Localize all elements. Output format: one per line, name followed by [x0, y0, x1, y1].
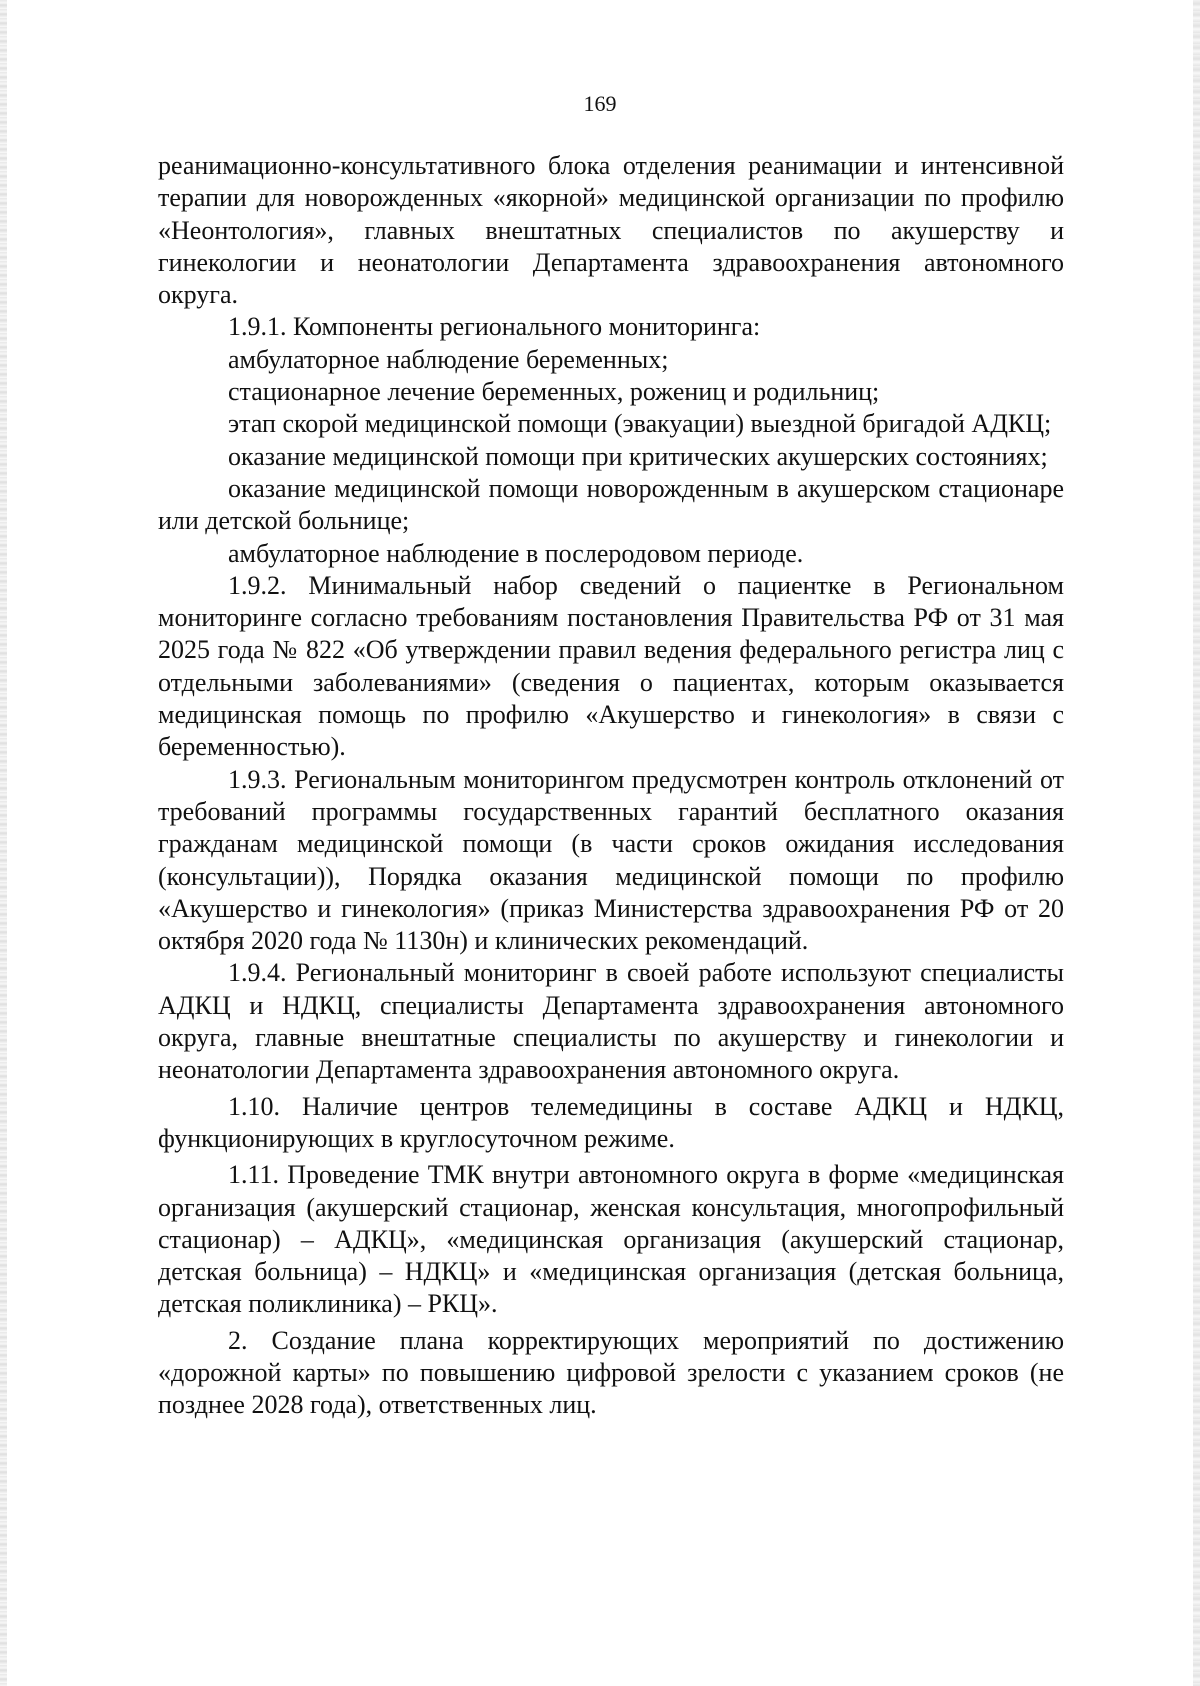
- paragraph-2: 2. Создание плана корректирующих мероприятий по достижению «дорожной карты» по повышению цифровой зрелости с указанием сроков (не позднее 2028 года), ответственных лиц.: [158, 1325, 1064, 1420]
- paragraph-1-9-1: 1.9.1. Компоненты регионального мониторинга:: [228, 312, 761, 342]
- paragraph-1-9-4: 1.9.4. Региональный мониторинг в своей работе используют специалисты АДКЦ и НДКЦ, специалисты Департамента здравоохранения автономного округа, главные внештатные специалисты по акушерству и гинекологии и неонатологии Департамента здравоохранения автономного округа.: [158, 958, 1064, 1085]
- page-number: 169: [583, 91, 617, 116]
- list-item-evacuation: этап скорой медицинской помощи (эвакуации) выездной бригадой АДКЦ;: [228, 409, 1052, 439]
- scan-edge-left: [0, 0, 7, 1686]
- list-item-antenatal: амбулаторное наблюдение беременных;: [228, 344, 669, 374]
- list-item-newborn-care: оказание медицинской помощи новорожденным в акушерском стационаре или детской больнице;: [158, 473, 1064, 536]
- list-item-critical-care: оказание медицинской помощи при критических акушерских состояниях;: [228, 441, 1048, 471]
- paragraph-1-9-2: 1.9.2. Минимальный набор сведений о пациентке в Региональном мониторинге согласно требованиям постановления Правительства РФ от 31 мая 2025 года № 822 «Об утверждении правил ведения федерального регистра лиц с отдельными заболеваниями» (сведения о пациентах, которым оказывается медицинская помощь по профилю «Акушерство и гинекология» в связи с беременностью).: [158, 570, 1064, 762]
- paragraph-1-10: 1.10. Наличие центров телемедицины в составе АДКЦ и НДКЦ, функционирующих в круглосуточном режиме.: [158, 1091, 1064, 1153]
- document-body: [158, 150, 1064, 1422]
- list-item-postpartum: амбулаторное наблюдение в послеродовом периоде.: [228, 538, 804, 568]
- scan-edge-right: [1193, 0, 1200, 1686]
- list-item-inpatient: стационарное лечение беременных, рожениц и родильниц;: [228, 377, 880, 407]
- paragraph-1-9-3: 1.9.3. Региональным мониторингом предусмотрен контроль отклонений от требований программы государственных гарантий бесплатного оказания гражданам медицинской помощи (в части сроков ожидания исследования (консультации)), Порядка оказания медицинской помощи по профилю «Акушерство и гинекология» (приказ Министерства здравоохранения РФ от 20 октября 2020 года № 1130н) и клинических рекомендаций.: [158, 764, 1064, 956]
- paragraph-1-11: 1.11. Проведение ТМК внутри автономного округа в форме «медицинская организация (акушерский стационар, женская консультация, многопрофильный стационар) – АДКЦ», «медицинская организация (акушерский стационар, детская больница) – НДКЦ» и «медицинская организация (детская больница, детская поликлиника) – РКЦ».: [158, 1160, 1064, 1319]
- paragraph-continuation: реанимационно-консультативного блока отделения реанимации и интенсивной терапии для новорожденных «якорной» медицинской организации по профилю «Неонтология», главных внештатных специалистов по акушерству и гинекологии и неонатологии Департамента здравоохранения автономного округа.: [158, 151, 1064, 310]
